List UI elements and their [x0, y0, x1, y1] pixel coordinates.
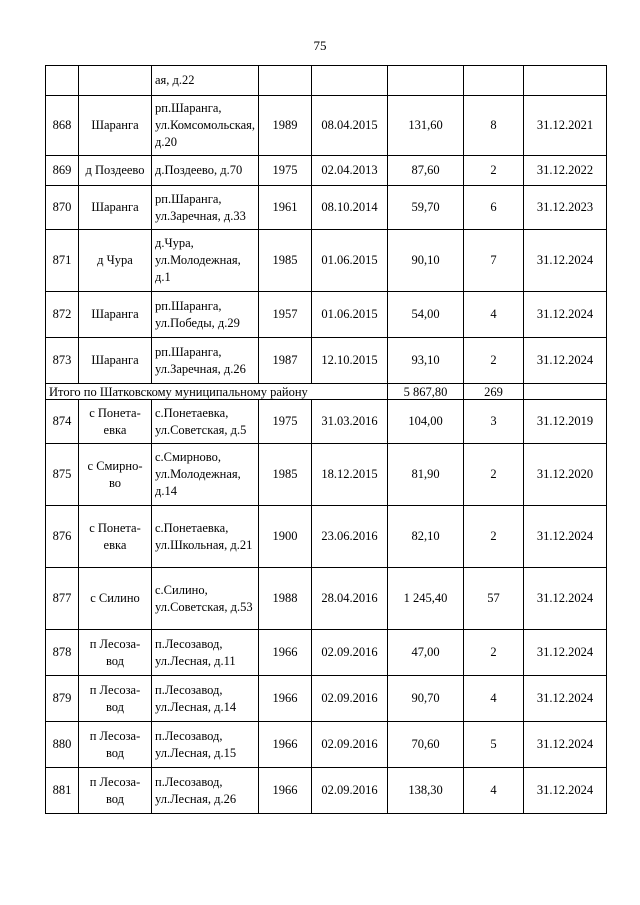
- row-address: ая, д.22: [152, 66, 259, 96]
- row-locality: с Силино: [79, 568, 152, 630]
- row-locality: п Лесоза-вод: [79, 722, 152, 768]
- row-year: 1985: [259, 230, 312, 292]
- table-row: [46, 768, 607, 814]
- row-address: с.Понетаевка, ул.Школьная, д.21: [152, 506, 259, 568]
- row-end-date: 31.12.2023: [524, 186, 607, 230]
- row-end-date: 31.12.2024: [524, 338, 607, 384]
- row-end-date: 31.12.2024: [524, 768, 607, 814]
- row-area: 1 245,40: [388, 568, 464, 630]
- row-end-date: 31.12.2024: [524, 676, 607, 722]
- row-end-date: 31.12.2024: [524, 568, 607, 630]
- row-year: 1961: [259, 186, 312, 230]
- row-locality: Шаранга: [79, 292, 152, 338]
- row-number: 872: [46, 292, 79, 338]
- row-area: 54,00: [388, 292, 464, 338]
- row-area: [388, 66, 464, 96]
- table-row: [46, 96, 607, 156]
- row-area: 104,00: [388, 400, 464, 444]
- row-year: [259, 66, 312, 96]
- row-number: 871: [46, 230, 79, 292]
- row-address: д.Поздеево, д.70: [152, 156, 259, 186]
- table-row: [46, 444, 607, 506]
- row-date: 28.04.2016: [312, 568, 388, 630]
- row-area: 82,10: [388, 506, 464, 568]
- table-row: [46, 230, 607, 292]
- row-year: 1900: [259, 506, 312, 568]
- row-number: 875: [46, 444, 79, 506]
- row-number: 878: [46, 630, 79, 676]
- row-end-date: 31.12.2024: [524, 230, 607, 292]
- row-date: 02.09.2016: [312, 722, 388, 768]
- row-address: с.Силино, ул.Советская, д.53: [152, 568, 259, 630]
- table-row: [46, 338, 607, 384]
- row-number: [46, 66, 79, 96]
- row-count: 57: [464, 568, 524, 630]
- table-row: [46, 292, 607, 338]
- row-count: 4: [464, 768, 524, 814]
- row-end-date: 31.12.2021: [524, 96, 607, 156]
- row-area: 131,60: [388, 96, 464, 156]
- row-number: 876: [46, 506, 79, 568]
- row-date: 02.04.2013: [312, 156, 388, 186]
- row-end-date: 31.12.2020: [524, 444, 607, 506]
- row-locality: с Смирно-во: [79, 444, 152, 506]
- row-date: 18.12.2015: [312, 444, 388, 506]
- row-date: 12.10.2015: [312, 338, 388, 384]
- table-row: [46, 400, 607, 444]
- row-count: 4: [464, 292, 524, 338]
- district-total-label: Итого по Шатковскому муниципальному району: [46, 384, 388, 400]
- row-date: 02.09.2016: [312, 630, 388, 676]
- row-area: 90,70: [388, 676, 464, 722]
- row-area: 138,30: [388, 768, 464, 814]
- row-date: 31.03.2016: [312, 400, 388, 444]
- table-row: [46, 186, 607, 230]
- row-address: с.Понетаевка, ул.Советская, д.5: [152, 400, 259, 444]
- row-address: п.Лесозавод, ул.Лесная, д.11: [152, 630, 259, 676]
- row-locality: п Лесоза-вод: [79, 630, 152, 676]
- row-number: 868: [46, 96, 79, 156]
- row-locality: Шаранга: [79, 186, 152, 230]
- row-count: 6: [464, 186, 524, 230]
- row-address: рп.Шаранга, ул.Победы, д.29: [152, 292, 259, 338]
- row-number: 874: [46, 400, 79, 444]
- row-address: д.Чура, ул.Молодежная, д.1: [152, 230, 259, 292]
- row-locality: п Лесоза-вод: [79, 676, 152, 722]
- row-number: 873: [46, 338, 79, 384]
- row-address: с.Смирново, ул.Молодежная, д.14: [152, 444, 259, 506]
- row-date: 01.06.2015: [312, 230, 388, 292]
- row-year: 1966: [259, 768, 312, 814]
- row-date: 02.09.2016: [312, 676, 388, 722]
- row-locality: [79, 66, 152, 96]
- row-locality: д Чура: [79, 230, 152, 292]
- page-number: 75: [313, 38, 327, 53]
- row-number: 881: [46, 768, 79, 814]
- row-count: 2: [464, 338, 524, 384]
- row-date: 23.06.2016: [312, 506, 388, 568]
- row-count: 5: [464, 722, 524, 768]
- row-area: 87,60: [388, 156, 464, 186]
- row-date: 01.06.2015: [312, 292, 388, 338]
- row-year: 1957: [259, 292, 312, 338]
- row-address: рп.Шаранга, ул.Заречная, д.26: [152, 338, 259, 384]
- row-count: 8: [464, 96, 524, 156]
- row-date: 08.10.2014: [312, 186, 388, 230]
- row-number: 869: [46, 156, 79, 186]
- row-address: п.Лесозавод, ул.Лесная, д.26: [152, 768, 259, 814]
- row-count: 7: [464, 230, 524, 292]
- district-total-empty: [524, 384, 607, 400]
- row-year: 1989: [259, 96, 312, 156]
- row-year: 1987: [259, 338, 312, 384]
- row-count: 2: [464, 156, 524, 186]
- housing-registry-table: [45, 65, 607, 814]
- table-row: [46, 506, 607, 568]
- row-area: 59,70: [388, 186, 464, 230]
- row-address: рп.Шаранга, ул.Комсомольская, д.20: [152, 96, 259, 156]
- row-year: 1966: [259, 676, 312, 722]
- row-area: 81,90: [388, 444, 464, 506]
- row-area: 70,60: [388, 722, 464, 768]
- table-row: [46, 676, 607, 722]
- row-locality: Шаранга: [79, 96, 152, 156]
- row-end-date: 31.12.2024: [524, 292, 607, 338]
- row-number: 880: [46, 722, 79, 768]
- row-end-date: [524, 66, 607, 96]
- district-total-row: [46, 384, 607, 400]
- row-locality: Шаранга: [79, 338, 152, 384]
- table-row: [46, 630, 607, 676]
- table-row: [46, 156, 607, 186]
- row-locality: с Понета-евка: [79, 506, 152, 568]
- district-total-area: 5 867,80: [388, 384, 464, 400]
- row-end-date: 31.12.2024: [524, 506, 607, 568]
- row-end-date: 31.12.2019: [524, 400, 607, 444]
- row-number: 870: [46, 186, 79, 230]
- row-locality: с Понета-евка: [79, 400, 152, 444]
- row-year: 1975: [259, 400, 312, 444]
- table-row: [46, 722, 607, 768]
- row-address: п.Лесозавод, ул.Лесная, д.15: [152, 722, 259, 768]
- row-area: 93,10: [388, 338, 464, 384]
- row-locality: п Лесоза-вод: [79, 768, 152, 814]
- district-total-count: 269: [464, 384, 524, 400]
- row-area: 90,10: [388, 230, 464, 292]
- row-year: 1985: [259, 444, 312, 506]
- row-address: п.Лесозавод, ул.Лесная, д.14: [152, 676, 259, 722]
- row-end-date: 31.12.2024: [524, 630, 607, 676]
- row-number: 877: [46, 568, 79, 630]
- row-locality: д Поздеево: [79, 156, 152, 186]
- row-count: 2: [464, 630, 524, 676]
- row-end-date: 31.12.2024: [524, 722, 607, 768]
- row-year: 1966: [259, 630, 312, 676]
- row-date: 08.04.2015: [312, 96, 388, 156]
- row-date: [312, 66, 388, 96]
- row-count: 4: [464, 676, 524, 722]
- table-row: [46, 568, 607, 630]
- table-row: [46, 66, 607, 96]
- row-address: рп.Шаранга, ул.Заречная, д.33: [152, 186, 259, 230]
- row-date: 02.09.2016: [312, 768, 388, 814]
- row-count: 2: [464, 444, 524, 506]
- row-year: 1975: [259, 156, 312, 186]
- row-area: 47,00: [388, 630, 464, 676]
- row-count: [464, 66, 524, 96]
- row-number: 879: [46, 676, 79, 722]
- row-end-date: 31.12.2022: [524, 156, 607, 186]
- row-count: 3: [464, 400, 524, 444]
- row-year: 1988: [259, 568, 312, 630]
- row-year: 1966: [259, 722, 312, 768]
- row-count: 2: [464, 506, 524, 568]
